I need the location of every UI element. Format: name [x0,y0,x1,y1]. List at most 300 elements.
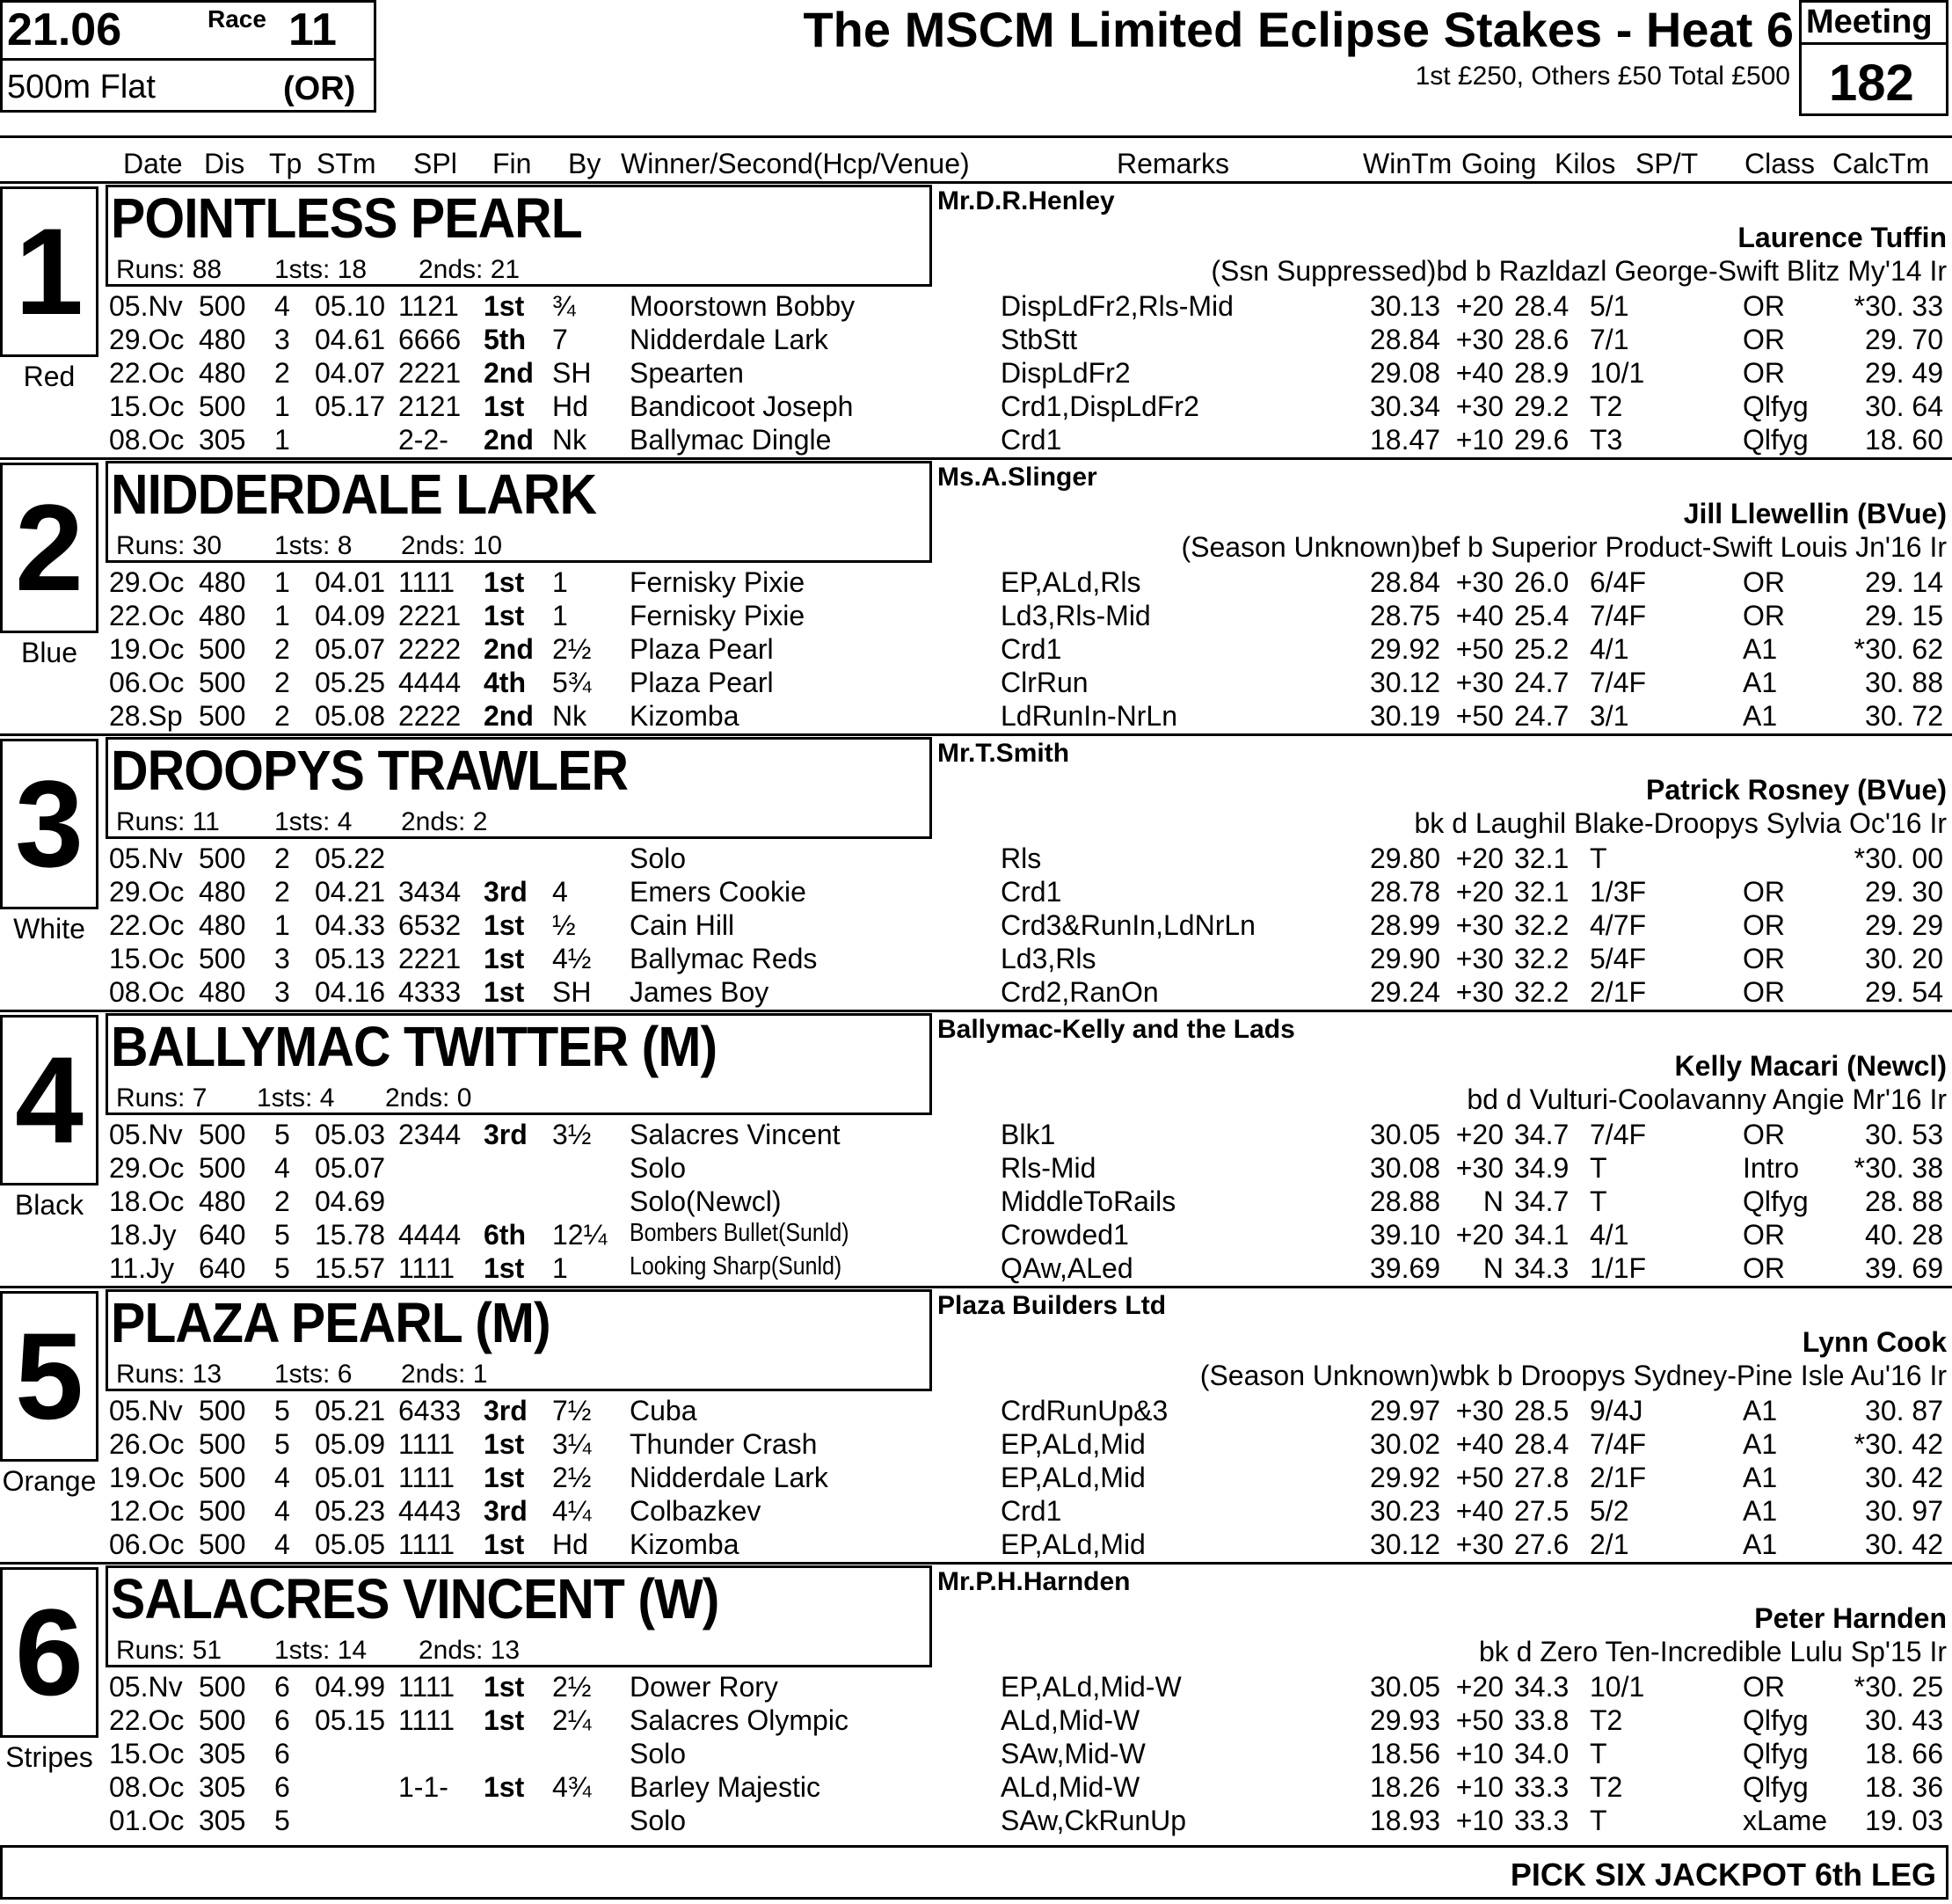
form-calc-time: 30. 88 [1865,667,1943,698]
form-going: +20 [1455,290,1504,322]
form-calc-time: 29. 54 [1865,976,1943,1008]
form-distance: 500 [199,1152,246,1184]
form-going: +30 [1455,1395,1504,1426]
form-weight: 34.0 [1514,1738,1570,1769]
form-date: 12.Oc [109,1495,185,1527]
form-remarks: Crd3&RunIn,LdNrLn [1001,909,1256,941]
form-date: 28.Sp [109,700,183,732]
form-going: +10 [1455,424,1504,456]
form-opponent: Thunder Crash [630,1428,818,1460]
form-calc-time: 18. 66 [1865,1738,1943,1769]
race-info-divider [0,58,376,61]
form-win-time: 29.92 [1370,1462,1441,1493]
form-margin: 7 [552,324,568,355]
form-finish: 3rd [484,1119,528,1150]
form-margin: 1 [552,1252,568,1284]
form-positions: 1111 [398,1252,455,1284]
form-finish: 2nd [484,357,534,389]
form-finish: 5th [484,324,526,355]
form-weight: 29.6 [1514,424,1570,456]
form-weight: 25.2 [1514,633,1570,665]
form-sectional: 05.07 [315,1152,386,1184]
form-date: 22.Oc [109,357,185,389]
owner: Ms.A.Slinger [937,463,1097,492]
form-going: +50 [1455,633,1504,665]
form-sectional: 15.57 [315,1252,386,1284]
form-trap: 5 [274,1119,290,1150]
form-date: 05.Nv [109,1671,183,1703]
form-win-time: 28.78 [1370,876,1441,908]
trap-colour: Black [14,1189,84,1221]
form-win-time: 18.93 [1370,1805,1441,1836]
form-class: xLame [1743,1805,1828,1836]
form-starting-price: T [1590,1805,1607,1836]
form-class: OR [1743,976,1785,1008]
form-weight: 28.4 [1514,1428,1570,1460]
form-remarks: Crd1 [1001,424,1062,456]
form-opponent: Kizomba [630,1528,739,1560]
race-number: 11 [288,4,337,55]
trap-colour: Orange [2,1465,97,1497]
form-win-time: 30.05 [1370,1119,1441,1150]
form-date: 11.Jy [109,1252,175,1284]
form-class: OR [1743,1219,1785,1251]
race-time: 21.06 [7,4,122,55]
form-calc-time: 29. 70 [1865,324,1943,355]
form-going: +30 [1455,324,1504,355]
form-margin: Hd [552,1528,588,1560]
form-starting-price: 1/1F [1590,1252,1647,1284]
form-starting-price: 10/1 [1590,1671,1645,1703]
breeding: (Ssn Suppressed)bd b Razldazl George-Swift Blitz My'14 Ir [1211,255,1947,287]
form-class: Qlfyg [1743,1185,1809,1217]
form-class: A1 [1743,1462,1778,1493]
form-margin: 4¾ [552,1771,592,1803]
form-date: 22.Oc [109,909,185,941]
form-class: OR [1743,600,1785,631]
form-starting-price: 2/1F [1590,1462,1647,1493]
form-distance: 480 [199,566,246,598]
form-going: +30 [1455,390,1504,422]
form-weight: 28.6 [1514,324,1570,355]
form-date: 05.Nv [109,1395,183,1426]
race-prizes: 1st £250, Others £50 Total £500 [1415,62,1790,91]
form-margin: Hd [552,390,588,422]
form-remarks: Crowded1 [1001,1219,1129,1251]
form-starting-price: 4/7F [1590,909,1647,941]
form-sectional: 05.13 [315,943,386,974]
form-opponent: Kizomba [630,700,739,732]
form-sectional: 05.15 [315,1704,386,1736]
column-header: Remarks [1117,148,1230,179]
form-distance: 500 [199,390,246,422]
form-opponent: Nidderdale Lark [630,324,828,355]
form-win-time: 18.47 [1370,424,1441,456]
form-sectional: 04.33 [315,909,386,941]
form-date: 06.Oc [109,667,185,698]
trap-number: 4 [15,1031,84,1169]
form-class: OR [1743,1252,1785,1284]
form-remarks: DispLdFr2,Rls-Mid [1001,290,1234,322]
form-margin: 1 [552,566,568,598]
form-class: OR [1743,290,1785,322]
form-win-time: 28.99 [1370,909,1441,941]
race-label: Race [208,5,266,33]
form-date: 29.Oc [109,324,185,355]
runs-count: Runs: 13 [116,1360,222,1389]
form-going: +30 [1455,943,1504,974]
form-finish: 1st [484,909,525,941]
form-sectional: 05.07 [315,633,386,665]
form-weight: 24.7 [1514,667,1570,698]
form-starting-price: 7/4F [1590,1119,1647,1150]
runner-rule [0,1562,1952,1565]
form-margin: Nk [552,700,587,732]
form-calc-time: 30. 64 [1865,390,1943,422]
form-trap: 6 [274,1671,290,1703]
form-win-time: 39.69 [1370,1252,1441,1284]
form-class: OR [1743,876,1785,908]
form-trap: 4 [274,1495,290,1527]
form-trap: 1 [274,390,290,422]
form-date: 08.Oc [109,424,185,456]
form-remarks: ALd,Mid-W [1001,1771,1140,1803]
form-weight: 24.7 [1514,700,1570,732]
form-positions: 1111 [398,566,455,598]
form-trap: 5 [274,1805,290,1836]
wins-count: 1sts: 4 [257,1083,335,1112]
form-distance: 500 [199,633,246,665]
form-distance: 305 [199,1738,246,1769]
breeding: bd d Vulturi-Coolavanny Angie Mr'16 Ir [1467,1083,1947,1115]
trainer: Peter Harnden [1754,1602,1947,1634]
form-win-time: 30.12 [1370,667,1441,698]
form-remarks: MiddleToRails [1001,1185,1176,1217]
form-win-time: 29.93 [1370,1704,1441,1736]
runner-block [0,1289,1952,1565]
form-starting-price: T3 [1590,424,1623,456]
column-header: Winner/Second(Hcp/Venue) [621,148,970,179]
form-opponent: Salacres Vincent [630,1119,841,1150]
form-remarks: DispLdFr2 [1001,357,1131,389]
form-win-time: 30.23 [1370,1495,1441,1527]
form-calc-time: 18. 36 [1865,1771,1943,1803]
breeding: (Season Unknown)wbk b Droopys Sydney-Pine Isle Au'16 Ir [1199,1360,1947,1391]
form-opponent: Cuba [630,1395,697,1426]
form-starting-price: T [1590,1738,1607,1769]
form-calc-time: *30. 42 [1854,1428,1943,1460]
form-positions: 6532 [398,909,462,941]
form-date: 29.Oc [109,566,185,598]
form-finish: 1st [484,976,525,1008]
form-margin: 2½ [552,1671,592,1703]
wins-count: 1sts: 4 [274,807,353,836]
form-going: +30 [1455,667,1504,698]
column-header: Date [123,148,183,179]
form-trap: 2 [274,357,290,389]
form-margin: ½ [552,909,576,941]
form-sectional: 04.69 [315,1185,386,1217]
form-positions: 2221 [398,600,462,631]
form-weight: 34.1 [1514,1219,1570,1251]
form-opponent: Solo [630,1152,687,1184]
form-remarks: Crd2,RanOn [1001,976,1159,1008]
dog-name: BALLYMAC TWITTER (M) [111,1015,717,1078]
form-distance: 305 [199,1805,246,1836]
form-trap: 5 [274,1395,290,1426]
form-win-time: 30.05 [1370,1671,1441,1703]
seconds-count: 2nds: 21 [419,255,521,284]
trap-colour: Blue [20,637,78,668]
form-sectional: 04.99 [315,1671,386,1703]
form-weight: 26.0 [1514,566,1570,598]
form-margin: 2½ [552,1462,592,1493]
form-positions: 2221 [398,943,462,974]
form-sectional: 05.23 [315,1495,386,1527]
form-going: N [1482,1252,1504,1284]
column-header: By [568,148,601,179]
form-opponent: Salacres Olympic [630,1704,849,1736]
form-win-time: 30.02 [1370,1428,1441,1460]
dog-name: DROOPYS TRAWLER [111,739,629,802]
form-opponent: Fernisky Pixie [630,566,805,598]
dog-name: POINTLESS PEARL [111,186,582,250]
form-going: +40 [1455,600,1504,631]
form-calc-time: 29. 14 [1865,566,1943,598]
form-remarks: EP,ALd,Mid [1001,1462,1146,1493]
runs-count: Runs: 30 [116,531,222,560]
runs-count: Runs: 88 [116,255,222,284]
form-distance: 500 [199,290,246,322]
form-sectional: 05.25 [315,667,386,698]
form-date: 22.Oc [109,600,185,631]
form-date: 05.Nv [109,1119,183,1150]
form-going: +30 [1455,909,1504,941]
form-starting-price: T2 [1590,1771,1623,1803]
form-starting-price: 9/4J [1590,1395,1643,1426]
form-opponent: Ballymac Reds [630,943,818,974]
form-finish: 3rd [484,1395,528,1426]
race-grade: (OR) [283,70,356,107]
form-starting-price: 1/3F [1590,876,1647,908]
wins-count: 1sts: 8 [274,531,353,560]
form-date: 18.Oc [109,1185,185,1217]
form-trap: 5 [274,1219,290,1251]
breeding: bk d Laughil Blake-Droopys Sylvia Oc'16 Ir [1414,807,1947,839]
form-win-time: 29.80 [1370,843,1441,874]
form-class: Qlfyg [1743,1771,1809,1803]
form-date: 15.Oc [109,1738,185,1769]
form-date: 22.Oc [109,1704,185,1736]
form-class: Qlfyg [1743,1704,1809,1736]
form-distance: 500 [199,1671,246,1703]
form-weight: 34.9 [1514,1152,1570,1184]
form-going: +50 [1455,700,1504,732]
runner-block [0,1565,1952,1842]
meeting-label: Meeting [1806,4,1933,40]
form-distance: 480 [199,600,246,631]
form-positions: 2344 [398,1119,462,1150]
trap-number: 3 [15,755,84,893]
form-finish: 1st [484,566,525,598]
form-trap: 4 [274,290,290,322]
dog-name: NIDDERDALE LARK [111,463,597,526]
form-calc-time: 29. 29 [1865,909,1943,941]
form-class: A1 [1743,667,1778,698]
runner-rule [0,1286,1952,1288]
form-opponent: Moorstown Bobby [630,290,856,322]
form-trap: 4 [274,1462,290,1493]
form-going: +30 [1455,976,1504,1008]
form-finish: 1st [484,1528,525,1560]
form-trap: 2 [274,843,290,874]
form-going: +50 [1455,1462,1504,1493]
form-opponent: Spearten [630,357,744,389]
form-class: Intro [1743,1152,1800,1184]
form-starting-price: 5/4F [1590,943,1647,974]
form-starting-price: T [1590,1152,1607,1184]
form-distance: 500 [199,1704,246,1736]
form-margin: 12¼ [552,1219,608,1251]
form-trap: 3 [274,943,290,974]
column-header: Going [1461,148,1537,179]
owner: Ballymac-Kelly and the Lads [937,1015,1295,1044]
form-sectional: 05.21 [315,1395,386,1426]
form-calc-time: 18. 60 [1865,424,1943,456]
form-calc-time: *30. 33 [1854,290,1943,322]
form-calc-time: 30. 87 [1865,1395,1943,1426]
form-going: +10 [1455,1738,1504,1769]
trap-number: 2 [15,478,84,616]
form-margin: SH [552,357,592,389]
form-weight: 32.1 [1514,843,1570,874]
form-distance: 480 [199,1185,246,1217]
form-date: 05.Nv [109,843,183,874]
form-remarks: Rls-Mid [1001,1152,1096,1184]
form-starting-price: 3/1 [1590,700,1629,732]
trainer: Laurence Tuffin [1737,222,1947,253]
form-class: A1 [1743,1528,1778,1560]
form-class: Qlfyg [1743,424,1809,456]
form-sectional: 04.61 [315,324,386,355]
form-sectional: 05.01 [315,1462,386,1493]
form-class: A1 [1743,1428,1778,1460]
form-positions: 1111 [398,1528,455,1560]
form-weight: 34.7 [1514,1185,1570,1217]
trainer: Jill Llewellin (BVue) [1683,498,1947,529]
form-margin: 4½ [552,943,592,974]
form-remarks: Crd1 [1001,876,1062,908]
form-distance: 500 [199,1119,246,1150]
form-date: 08.Oc [109,1771,185,1803]
form-win-time: 29.08 [1370,357,1441,389]
form-weight: 25.4 [1514,600,1570,631]
form-trap: 2 [274,633,290,665]
form-trap: 2 [274,700,290,732]
form-win-time: 30.08 [1370,1152,1441,1184]
form-remarks: EP,ALd,Rls [1001,566,1141,598]
form-opponent: Solo [630,1805,687,1836]
form-distance: 480 [199,876,246,908]
form-starting-price: 7/4F [1590,1428,1647,1460]
form-win-time: 29.92 [1370,633,1441,665]
form-win-time: 29.90 [1370,943,1441,974]
form-weight: 28.9 [1514,357,1570,389]
form-finish: 1st [484,600,525,631]
form-remarks: EP,ALd,Mid [1001,1428,1146,1460]
form-win-time: 30.34 [1370,390,1441,422]
runs-count: Runs: 11 [116,807,220,836]
form-going: +40 [1455,1495,1504,1527]
form-remarks: Ld3,Rls [1001,943,1096,974]
form-distance: 500 [199,1395,246,1426]
form-date: 15.Oc [109,390,185,422]
form-win-time: 18.26 [1370,1771,1441,1803]
form-calc-time: *30. 38 [1854,1152,1943,1184]
form-win-time: 28.75 [1370,600,1441,631]
form-date: 06.Oc [109,1528,185,1560]
form-remarks: ClrRun [1001,667,1089,698]
trap-box [0,1015,98,1185]
form-positions: 2222 [398,633,462,665]
form-opponent: Nidderdale Lark [630,1462,828,1493]
form-sectional: 05.17 [315,390,386,422]
form-calc-time: *30. 00 [1854,843,1943,874]
form-class: OR [1743,357,1785,389]
form-trap: 6 [274,1704,290,1736]
form-class: OR [1743,1119,1785,1150]
trainer: Lynn Cook [1802,1326,1947,1358]
form-positions: 4443 [398,1495,462,1527]
form-calc-time: 28. 88 [1865,1185,1943,1217]
form-weight: 29.2 [1514,390,1570,422]
trap-number: 5 [15,1307,84,1445]
seconds-count: 2nds: 1 [401,1360,488,1389]
form-positions: 6433 [398,1395,462,1426]
form-weight: 28.4 [1514,290,1570,322]
form-calc-time: 30. 53 [1865,1119,1943,1150]
form-remarks: LdRunIn-NrLn [1001,700,1177,732]
form-starting-price: 7/4F [1590,667,1647,698]
meeting-number: 182 [1829,55,1914,112]
form-margin: SH [552,976,592,1008]
form-opponent: Plaza Pearl [630,667,774,698]
form-trap: 3 [274,324,290,355]
form-class: A1 [1743,1395,1778,1426]
column-header: Fin [492,148,532,179]
form-going: +50 [1455,1704,1504,1736]
form-going: +40 [1455,357,1504,389]
form-positions: 1111 [398,1671,455,1703]
form-weight: 27.6 [1514,1528,1570,1560]
form-calc-time: 30. 97 [1865,1495,1943,1527]
form-going: +20 [1455,1671,1504,1703]
form-opponent: Fernisky Pixie [630,600,805,631]
runner-block [0,461,1952,737]
form-weight: 27.5 [1514,1495,1570,1527]
form-going: +10 [1455,1805,1504,1836]
form-class: OR [1743,909,1785,941]
column-header: Dis [204,148,245,179]
form-starting-price: 4/1 [1590,1219,1629,1251]
form-win-time: 29.97 [1370,1395,1441,1426]
form-win-time: 28.84 [1370,566,1441,598]
runner-rule [0,1010,1952,1012]
form-going: +20 [1455,843,1504,874]
column-header: STm [317,148,376,179]
form-positions: 4444 [398,667,462,698]
form-margin: 7½ [552,1395,592,1426]
